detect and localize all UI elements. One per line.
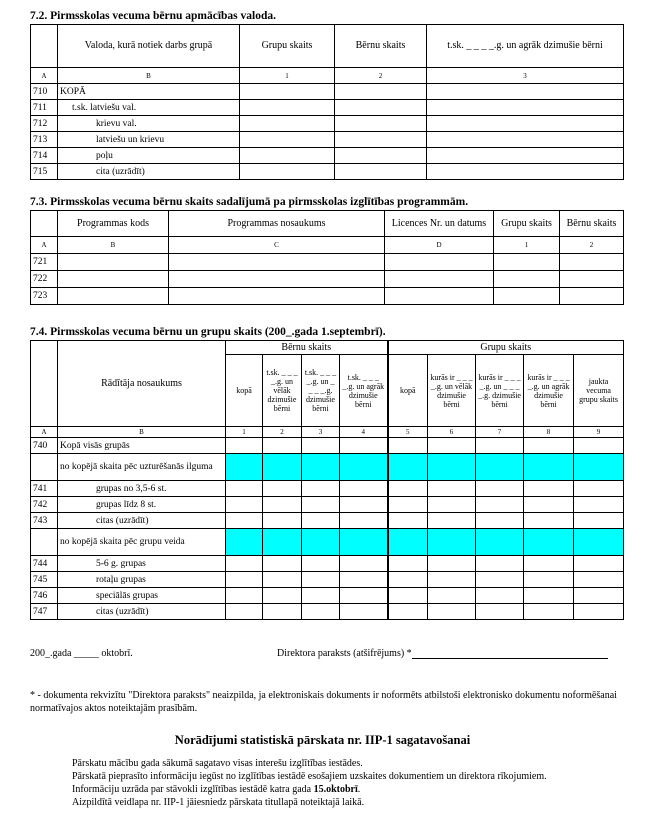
section-7-2-title: 7.2. Pirmsskolas vecuma bērnu apmācības valoda. — [30, 10, 276, 22]
table-row: 721 — [31, 254, 624, 271]
table-row: 711 t.sk. latviešu val. — [31, 100, 624, 116]
group-groups: Grupu skaits — [388, 341, 624, 355]
col-groups: Grupu skaits — [494, 211, 560, 237]
table-row: 710 KOPĀ — [31, 84, 624, 100]
section-7-4-title: 7.4. Pirmsskolas vecuma bērnu un grupu skaits (200_.gada 1.septembrī). — [30, 326, 386, 338]
table-row: 742 grupas līdz 8 st. — [31, 497, 624, 513]
table-row: 747 citas (uzrādīt) — [31, 604, 624, 620]
table-row: 740 Kopā visās grupās — [31, 438, 624, 454]
programs-table: Programmas kods Programmas nosaukums Licences Nr. un datums Grupu skaits Bērnu skaits A B C D 1 2 721 722 723 — [30, 210, 624, 305]
date-label: 200_.gada _____ oktobrī. — [30, 648, 133, 659]
table-row: 714 poļu — [31, 148, 624, 164]
col-license: Licences Nr. un datums — [385, 211, 494, 237]
table-row: 723 — [31, 288, 624, 305]
table-row: 712 krievu val. — [31, 116, 624, 132]
table-row: 722 — [31, 271, 624, 288]
col-indicator-name: Rādītāja nosaukums — [58, 341, 226, 427]
footnote: * - dokumenta rekvizītu "Direktora paraksts" neaizpilda, ja elektroniskais dokuments ir noformēts atbilstoši elektronisko dokumentu noformēšanai normatīvajos aktos noteiktajām prasībām. — [30, 690, 617, 714]
language-table: Valoda, kurā notiek darbs grupā Grupu skaits Bērnu skaits t.sk. _ _ _ _.g. un agrāk dzimušie bērni A B 1 2 3 710 KOPĀ 711 t.sk. latviešu val. 712 krievu val. 713 latviešu un krievu 714 poļu 715 cita (uzrādīt) — [30, 24, 624, 180]
col-program-name: Programmas nosaukums — [169, 211, 385, 237]
group-children: Bērnu skaits — [226, 341, 388, 355]
section-7-3-title: 7.3. Pirmsskolas vecuma bērnu skaits sadalījumā pa pirmsskolas izglītības programmām. — [30, 196, 469, 208]
table-row: no kopējā skaita pēc uzturēšanās ilguma — [31, 454, 624, 481]
table-row: 741 grupas no 3,5-6 st. — [31, 481, 624, 497]
signature-line[interactable] — [412, 658, 608, 659]
table-row: 744 5-6 g. grupas — [31, 556, 624, 572]
col-program-code: Programmas kods — [58, 211, 169, 237]
table-row: 715 cita (uzrādīt) — [31, 164, 624, 180]
table-row: 713 latviešu un krievu — [31, 132, 624, 148]
table-row: no kopējā skaita pēc grupu veida — [31, 529, 624, 556]
col-language: Valoda, kurā notiek darbs grupā — [58, 25, 240, 68]
signature-label: Direktora paraksts (atšifrējums) * — [277, 648, 608, 659]
col-child-count: Bērnu skaits — [335, 25, 427, 68]
children-groups-table: Rādītāja nosaukums Bērnu skaits Grupu skaits kopā t.sk. _ _ _ _.g. un vēlāk dzimušie bērni t.sk. _ _ _ _.g. un _ _ _ _.g. dzimušie bērni t.sk. _ _ _ _.g. un agrāk dzimušie bērni kopā kurās ir _ _ _ _.g. un vēlāk dzimušie bērni kurās ir _ _ _ _.g. un _ _ _ _.g. dzimušie bērni kurās ir _ _ _ _.g. un agrāk dzimušie bērni jaukta vecuma grupu skaits A B 1 2 3 4 5 6 7 8 9 740 Kopā visās grupās no kopējā skaita pēc uzturēšanās ilguma 741 grupas no 3,5-6 st. 742 grupas līdz 8 st. 743 citas (uzrādīt) no kopējā skaita pēc grupu veida 744 5-6 g. grupas 745 rotaļu grupas 746 speciālās grupas 747 citas (uzrādīt) — [30, 340, 624, 620]
col-born-earlier: t.sk. _ _ _ _.g. un agrāk dzimušie bērni — [427, 25, 624, 68]
table-row: 743 citas (uzrādīt) — [31, 513, 624, 529]
instructions-text: Pārskatu mācību gada sākumā sagatavo visas interešu izglītības iestādes. Pārskatā pieprasīto informāciju iegūst no izglītības iestādē esošajiem uzskaites dokumentiem un direktora rīkojumiem. Informāciju uzrāda par stāvokli izglītības iestādē katra gada 15.oktobrī. Aizpildītā veidlapa nr. IIP-1 jāiesniedz pārskata titullapā noteiktajā laikā. — [72, 758, 547, 808]
table-row: 745 rotaļu grupas — [31, 572, 624, 588]
col-group-count: Grupu skaits — [240, 25, 335, 68]
table-row: 746 speciālās grupas — [31, 588, 624, 604]
col-children: Bērnu skaits — [560, 211, 624, 237]
instructions-title: Norādījumi statistiskā pārskata nr. IIP-1 sagatavošanai — [174, 733, 471, 747]
